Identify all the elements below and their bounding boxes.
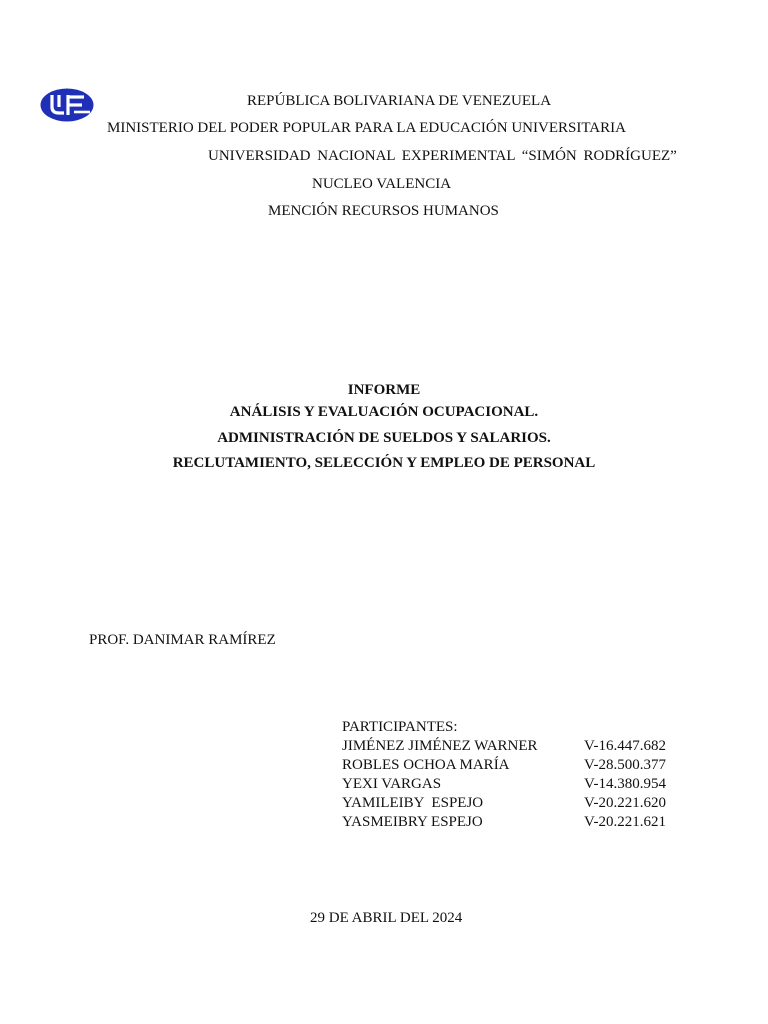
university-logo-icon (40, 88, 94, 122)
header-ministry: MINISTERIO DEL PODER POPULAR PARA LA EDUCACIÓN UNIVERSITARIA (107, 120, 626, 136)
header-mention: MENCIÓN RECURSOS HUMANOS (268, 203, 499, 219)
participant-name: YASMEIBRY ESPEJO (342, 814, 483, 830)
participant-name: YEXI VARGAS (342, 776, 442, 792)
participant-name: JIMÉNEZ JIMÉNEZ WARNER (342, 738, 538, 754)
participant-id: V-20.221.621 (584, 814, 666, 830)
participant-row (342, 756, 682, 775)
participant-id: V-14.380.954 (584, 776, 666, 792)
professor-name: PROF. DANIMAR RAMÍREZ (89, 632, 276, 648)
participant-id: V-28.500.377 (584, 757, 666, 773)
participant-name: ROBLES OCHOA MARÍA (342, 757, 510, 773)
report-title-line-3: RECLUTAMIENTO, SELECCIÓN Y EMPLEO DE PERSONAL (172, 455, 596, 471)
header-university: UNIVERSIDAD NACIONAL EXPERIMENTAL “SIMÓN RODRÍGUEZ” (208, 148, 677, 164)
participant-row (342, 813, 682, 832)
participants-block (342, 718, 682, 832)
participant-row (342, 794, 682, 813)
participant-name: YAMILEIBY ESPEJO (342, 795, 484, 811)
report-date: 29 DE ABRIL DEL 2024 (310, 910, 463, 926)
header-campus: NUCLEO VALENCIA (312, 176, 452, 192)
participant-id: V-20.221.620 (584, 795, 666, 811)
participant-row (342, 737, 682, 756)
report-title-line-2: ADMINISTRACIÓN DE SUELDOS Y SALARIOS. (217, 430, 551, 446)
participant-id: V-16.447.682 (584, 738, 666, 754)
header-country: REPÚBLICA BOLIVARIANA DE VENEZUELA (247, 93, 552, 109)
report-title-line-1: ANÁLISIS Y EVALUACIÓN OCUPACIONAL. (229, 404, 539, 420)
report-label: INFORME (347, 382, 421, 398)
participants-label: PARTICIPANTES: (342, 719, 458, 735)
participant-row (342, 775, 682, 794)
